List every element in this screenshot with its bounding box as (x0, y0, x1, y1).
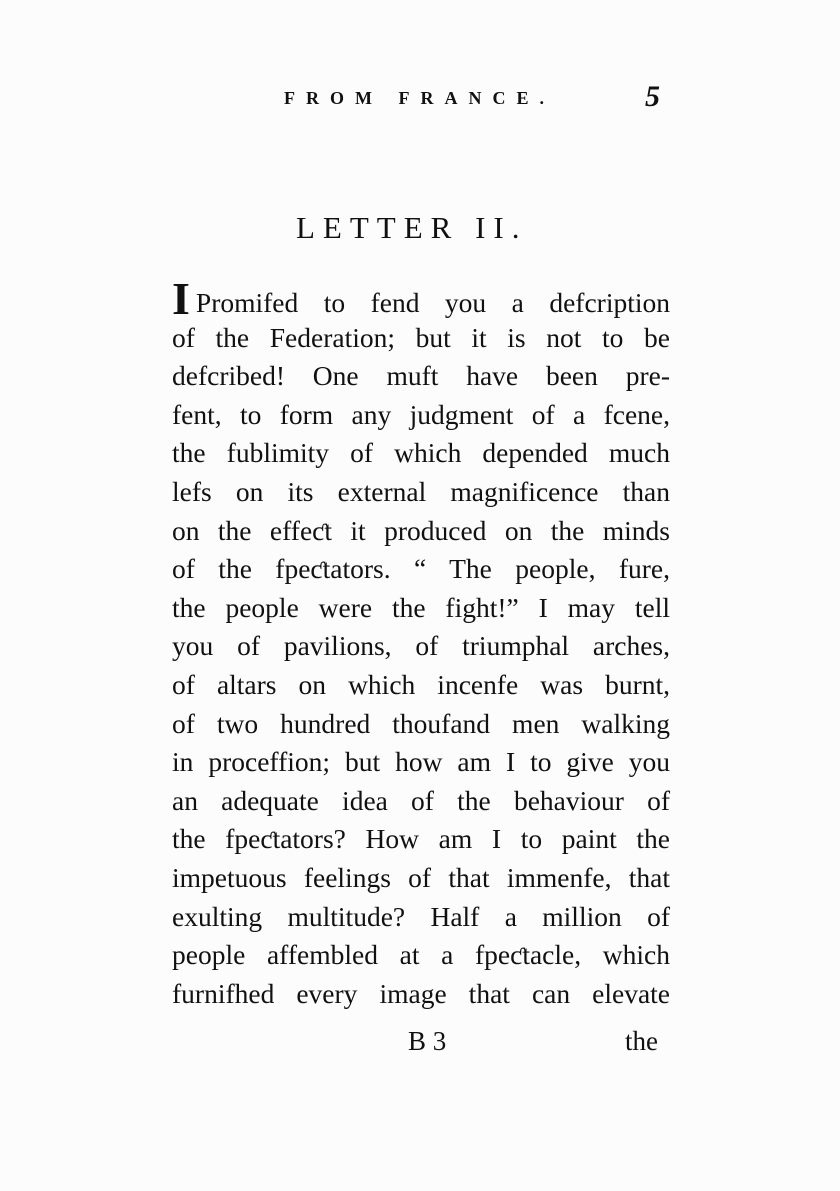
text-line: an adequate idea of the behaviour of (172, 784, 670, 816)
drop-cap: I (172, 273, 190, 324)
text-line: of the Federation; but it is not to be (172, 321, 670, 353)
text-line: on the effeƈt it produced on the minds (172, 514, 670, 546)
text-line: of two hundred thoufand men walking (172, 707, 670, 739)
text-line (172, 273, 670, 324)
text-line: fent, to form any judgment of a fcene, (172, 398, 670, 430)
text-line: in proceffion; but how am I to give you (172, 746, 670, 778)
text-line: the fpeƈtators? How am I to paint the (172, 823, 670, 855)
text-line: impetuous feelings of that immenfe, that (172, 861, 670, 893)
page-number: 5 (645, 80, 660, 113)
text-line: defcribed! One muft have been pre- (172, 360, 670, 392)
text-line: people affembled at a fpeƈtacle, which (172, 939, 670, 971)
signature-mark: B 3 (408, 1026, 447, 1056)
letter-title: LETTER II. (296, 210, 528, 245)
text-line: you of pavilions, of triumphal arches, (172, 630, 670, 662)
text-line-content: Promifed to fend you a defcription (195, 287, 670, 318)
page-footer (0, 1026, 840, 1066)
running-head: FROM FRANCE. (284, 88, 555, 108)
text-line: the people were the fight!” I may tell (172, 591, 670, 623)
text-line: of altars on which incenfe was burnt, (172, 668, 670, 700)
catchword: the (625, 1026, 658, 1056)
body-text (172, 273, 670, 1013)
text-line: the fublimity of which depended much (172, 437, 670, 469)
text-line: of the fpeƈtators. “ The people, fure, (172, 553, 670, 585)
text-line: exulting multitude? Half a million of (172, 900, 670, 932)
text-line: lefs on its external magnificence than (172, 475, 670, 507)
text-line: furnifhed every image that can elevate (172, 977, 670, 1009)
